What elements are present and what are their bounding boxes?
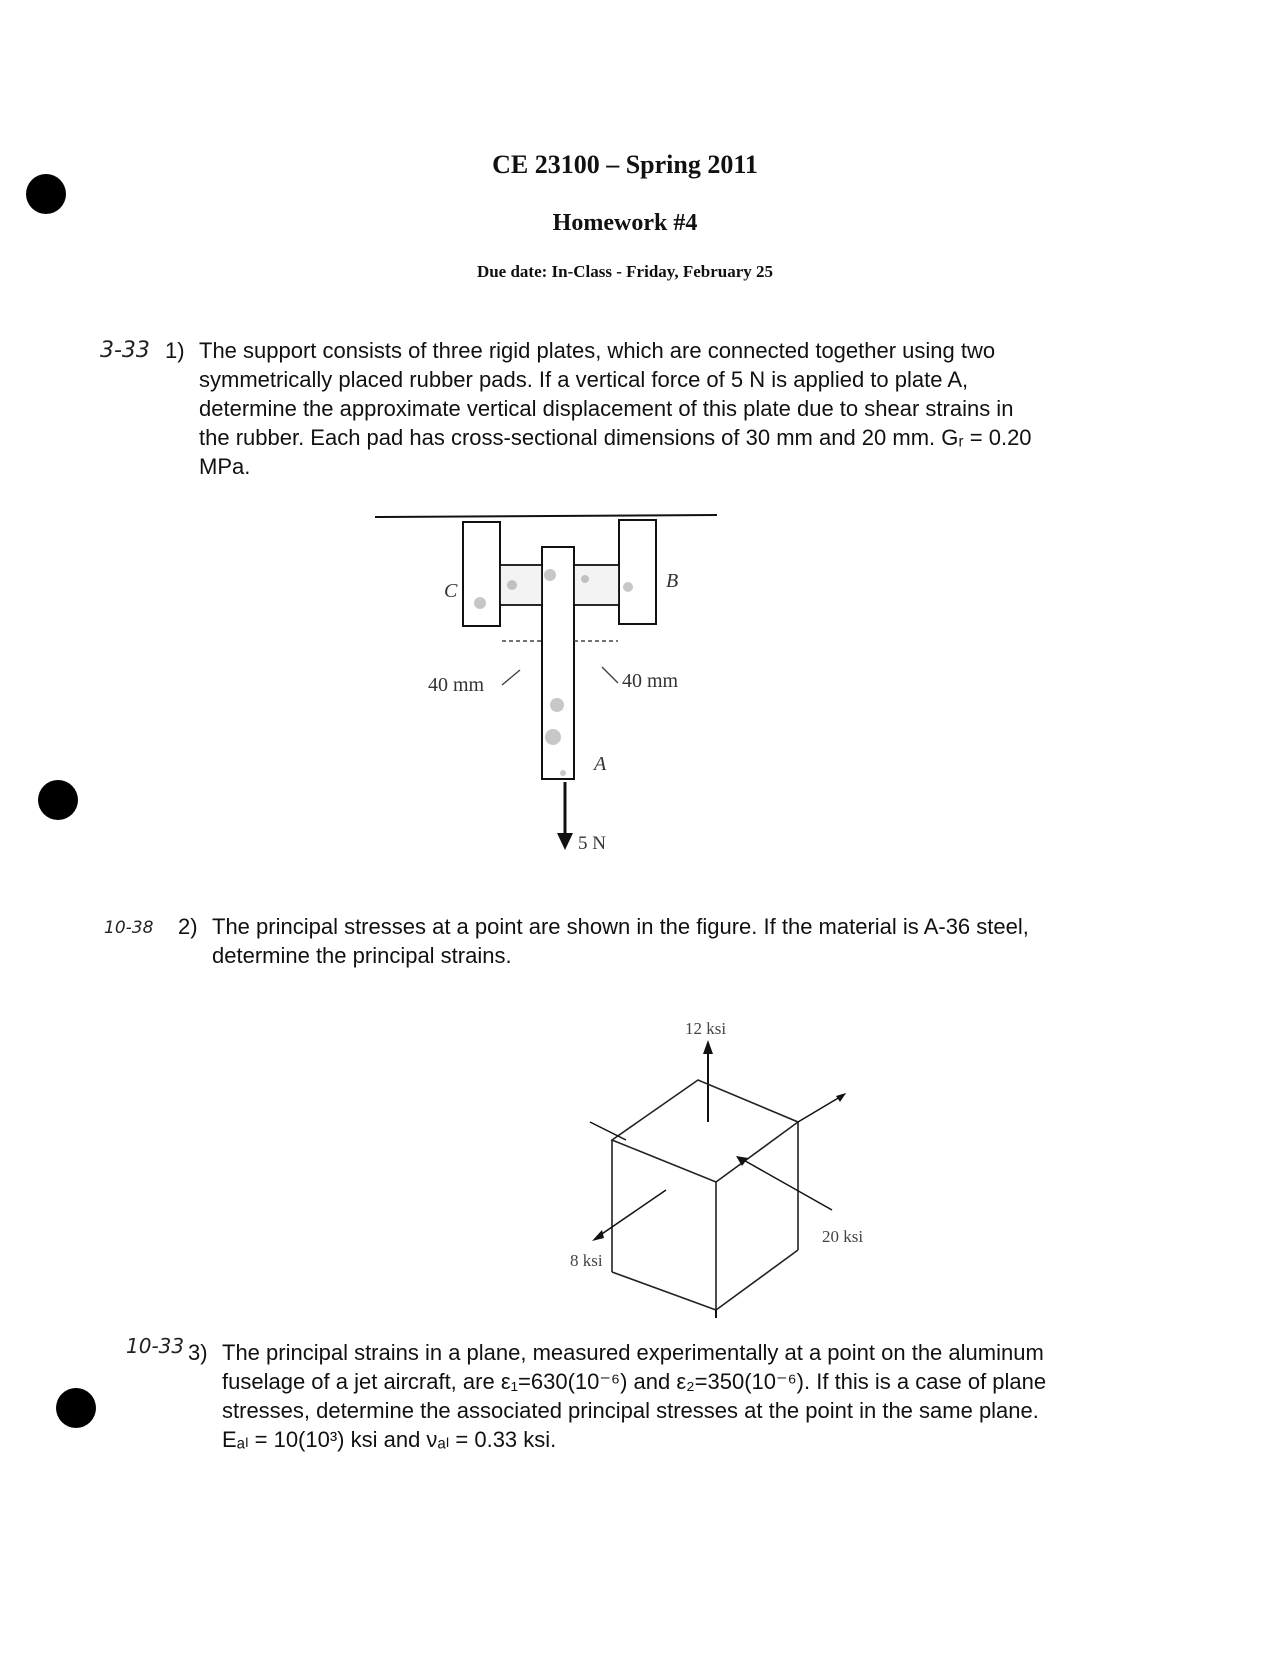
problem-2-reference-note: 10-38 (104, 918, 154, 938)
problem-1-line: The support consists of three rigid plates, which are connected together using two (199, 338, 996, 363)
problem-2-line: The principal stresses at a point are shown in the figure. If the material is A-36 steel, (212, 914, 1029, 939)
dimension-left: 40 mm (428, 674, 485, 696)
dimension-marks (502, 641, 618, 685)
rubber-pad-left (500, 565, 542, 605)
problem-2 (178, 912, 1078, 974)
problem-1-line: symmetrically placed rubber pads. If a vertical force of 5 N is applied to plate A, (199, 367, 969, 392)
problem-3-text (222, 1338, 1046, 1454)
problem-2-line: determine the principal strains. (212, 943, 512, 968)
stress-left-label: 8 ksi (570, 1251, 603, 1270)
problem-1-number: 1) (165, 338, 185, 363)
problem-2-number: 2) (178, 914, 198, 939)
problem-3-number: 3) (188, 1340, 208, 1365)
cube (612, 1080, 798, 1310)
label-a: A (594, 753, 607, 775)
stress-front-left-arrow (596, 1190, 666, 1238)
label-b: B (666, 570, 679, 592)
problem-1-line: the rubber. Each pad has cross-sectional dimensions of 30 mm and 20 mm. Gᵣ = 0.20 (199, 425, 1032, 450)
problem-1-line: MPa. (199, 454, 251, 479)
problem-2-text (212, 912, 1029, 970)
stress-right-arrowhead-top (836, 1093, 846, 1102)
problem-3-line: The principal strains in a plane, measured experimentally at a point on the aluminum (222, 1340, 1044, 1365)
punch-hole-bottom (56, 1388, 96, 1428)
problem-3-line: Eₐₗ = 10(10³) ksi and νₐₗ = 0.33 ksi. (222, 1427, 557, 1452)
problem-1-line: determine the approximate vertical displacement of this plate due to shear strains in (199, 396, 1014, 421)
force-label: 5 N (578, 833, 606, 854)
problem-1-reference-note: 3-33 (100, 338, 150, 363)
support-figure (360, 505, 740, 865)
plate-b (619, 520, 656, 624)
problem-3-reference-note: 10-33 (126, 1334, 185, 1358)
stress-top-label: 12 ksi (685, 1019, 727, 1038)
course-title: CE 23100 – Spring 2011 (492, 150, 758, 179)
rubber-pad-right (574, 565, 619, 605)
stress-left-arrow (590, 1122, 626, 1140)
stress-top-arrowhead (703, 1040, 713, 1054)
punch-hole-middle (38, 780, 78, 820)
problem-1-text (199, 336, 1032, 481)
homework-title: Homework #4 (552, 210, 698, 236)
dimension-right: 40 mm (622, 670, 679, 692)
label-c: C (444, 580, 458, 602)
plate-a (542, 547, 574, 779)
problem-3-line: fuselage of a jet aircraft, are ε₁=630(10⁻⁶) and ε₂=350(10⁻⁶). If this is a case of plane (222, 1369, 1047, 1394)
problem-3-line: stresses, determine the associated principal stresses at the point in the same plane. (222, 1398, 1039, 1423)
stress-front-left-arrowhead (592, 1230, 604, 1241)
force-arrow-head (557, 833, 573, 850)
support-ceiling-line (375, 515, 717, 517)
stress-cube-figure (560, 1010, 900, 1320)
problem-1 (165, 336, 1065, 486)
punch-hole-top (26, 174, 66, 214)
due-date: Due date: In-Class - Friday, February 25 (476, 262, 774, 281)
plate-c (463, 522, 500, 626)
stress-front-right-arrow (740, 1158, 832, 1210)
stress-right-label: 20 ksi (822, 1227, 864, 1246)
problem-3 (188, 1338, 1108, 1460)
